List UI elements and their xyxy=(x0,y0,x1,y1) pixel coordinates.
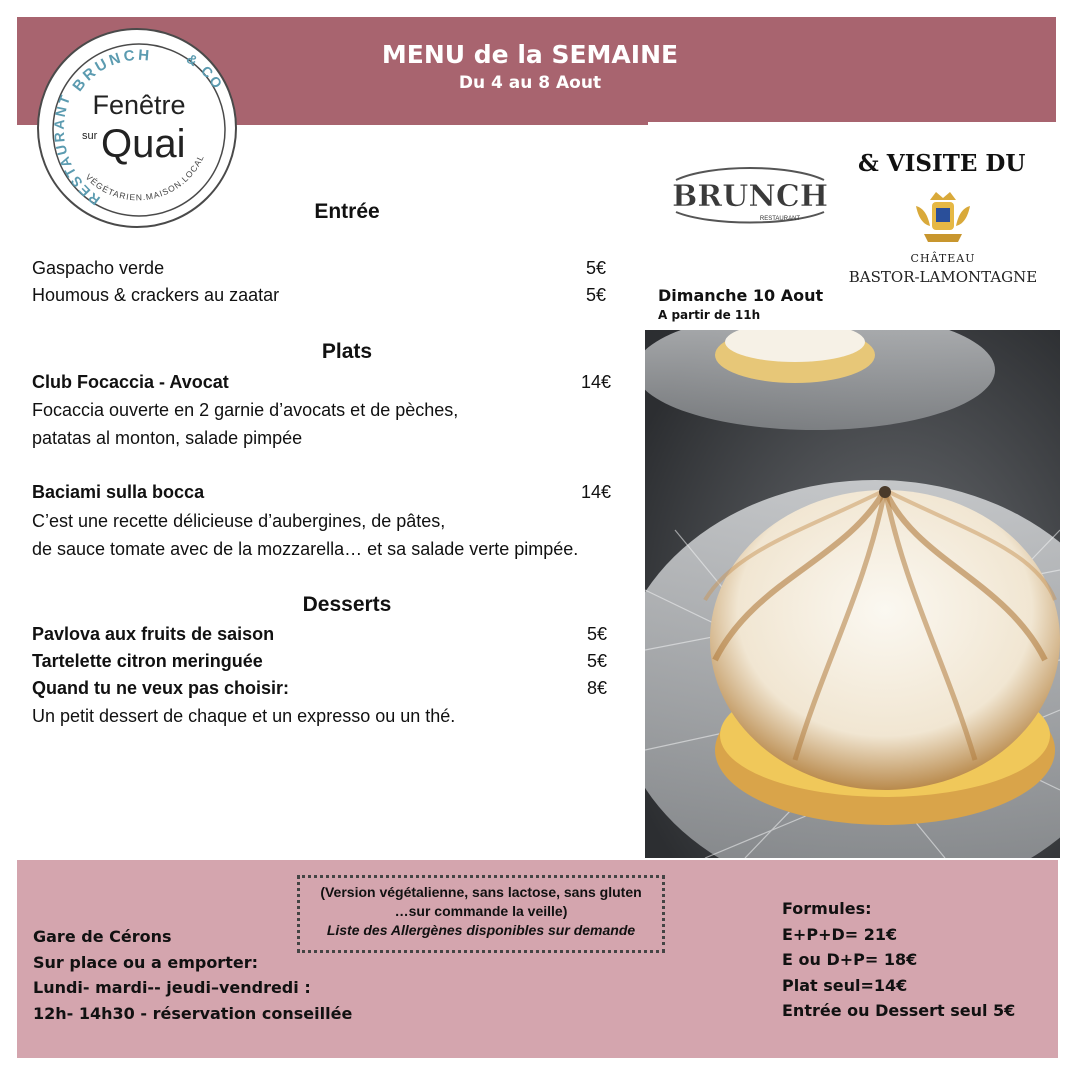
menu-item-description: C’est une recette délicieuse d’aubergines, de pâtes, xyxy=(32,511,446,531)
menu-item-description: de sauce tomate avec de la mozzarella… et sa salade verte pimpée. xyxy=(32,539,579,559)
menu-item-name: Gaspacho verde xyxy=(32,258,165,278)
allergen-line-1: (Version végétalienne, sans lactose, sans gluten xyxy=(320,884,642,900)
svg-text:BRUNCH xyxy=(69,47,152,95)
event-time: A partir de 11h xyxy=(658,308,761,322)
restaurant-logo xyxy=(37,28,237,228)
chateau-label: CHÂTEAU xyxy=(910,252,976,265)
menu-item-price: 5€ xyxy=(585,285,606,305)
logo-arc-brunch: BRUNCH xyxy=(69,46,153,95)
formule-item: Entrée ou Dessert seul 5€ xyxy=(782,1001,1016,1020)
menu-item-name: Tartelette citron meringuée xyxy=(32,651,263,671)
menu-title: MENU de la SEMAINE xyxy=(381,40,679,69)
menu-item-name: Baciami sulla bocca xyxy=(32,482,205,502)
formules xyxy=(782,896,1015,1024)
menu-item-price: 5€ xyxy=(586,624,607,644)
allergen-line-3: Liste des Allergènes disponibles sur demande xyxy=(326,922,636,938)
hours-line: 12h- 14h30 - réservation conseillée xyxy=(33,1003,353,1023)
section-title-plats: Plats xyxy=(321,340,373,363)
logo-word-quai: Quai xyxy=(101,122,186,166)
menu-item-name: Houmous & crackers au zaatar xyxy=(32,285,280,305)
brunch-logo xyxy=(670,160,830,230)
visite-title: & VISITE DU xyxy=(858,150,1026,177)
allergen-line-2: …sur commande la veille) xyxy=(394,903,568,919)
menu-dates: Du 4 au 8 Aout xyxy=(458,73,602,93)
logo-word-sur: sur xyxy=(82,130,98,142)
logo-arc-restaurant: RESTAURANT xyxy=(50,91,103,209)
menu-item-name: Pavlova aux fruits de saison xyxy=(32,624,275,644)
formule-item: E ou D+P= 18€ xyxy=(782,950,918,969)
menu-item-price: 14€ xyxy=(580,372,611,392)
logo-word-fenetre: Fenêtre xyxy=(92,90,186,120)
chateau-crest-icon xyxy=(910,186,976,250)
chateau-name: BASTOR-LAMONTAGNE xyxy=(848,268,1038,286)
formules-title: Formules: xyxy=(782,899,872,918)
section-title-desserts: Desserts xyxy=(302,593,392,616)
tartelette-illustration xyxy=(645,330,1060,858)
menu-item-price: 14€ xyxy=(580,482,611,502)
menu-item-price: 5€ xyxy=(585,258,606,278)
location-line: Gare de Cérons xyxy=(33,927,172,946)
days-line: Lundi- mardi-- jeudi–vendredi : xyxy=(33,978,311,997)
formule-item: E+P+D= 21€ xyxy=(782,924,898,944)
event-date: Dimanche 10 Aout xyxy=(658,286,824,305)
location-hours xyxy=(33,924,352,1026)
logo-arc-vegetarien: VÉGÉTARIEN.MAISON.LOCAL xyxy=(83,152,207,203)
brunch-logo-sub: RESTAURANT xyxy=(759,216,801,222)
menu-item-description: Un petit dessert de chaque et un expresso ou un thé. xyxy=(32,706,456,726)
menu-item-description: Focaccia ouverte en 2 garnie d’avocats et de pèches, xyxy=(32,400,459,420)
menu-item-description: patatas al monton, salade pimpée xyxy=(32,428,303,448)
menu-item-name: Club Focaccia - Avocat xyxy=(32,372,229,392)
brunch-logo-word: BRUNCH xyxy=(671,179,829,214)
tartelette-photo xyxy=(645,330,1060,858)
service-line: Sur place ou a emporter: xyxy=(33,952,258,972)
logo-arc-co: & CO xyxy=(183,50,227,93)
section-title-entree: Entrée xyxy=(314,200,380,223)
menu-item-price: 5€ xyxy=(586,651,607,671)
menu-item-name: Quand tu ne veux pas choisir: xyxy=(32,678,290,698)
event-card xyxy=(648,122,1058,330)
menu-item-price: 8€ xyxy=(586,678,607,698)
formule-item: Plat seul=14€ xyxy=(782,975,908,995)
svg-text:& CO xyxy=(184,50,227,92)
